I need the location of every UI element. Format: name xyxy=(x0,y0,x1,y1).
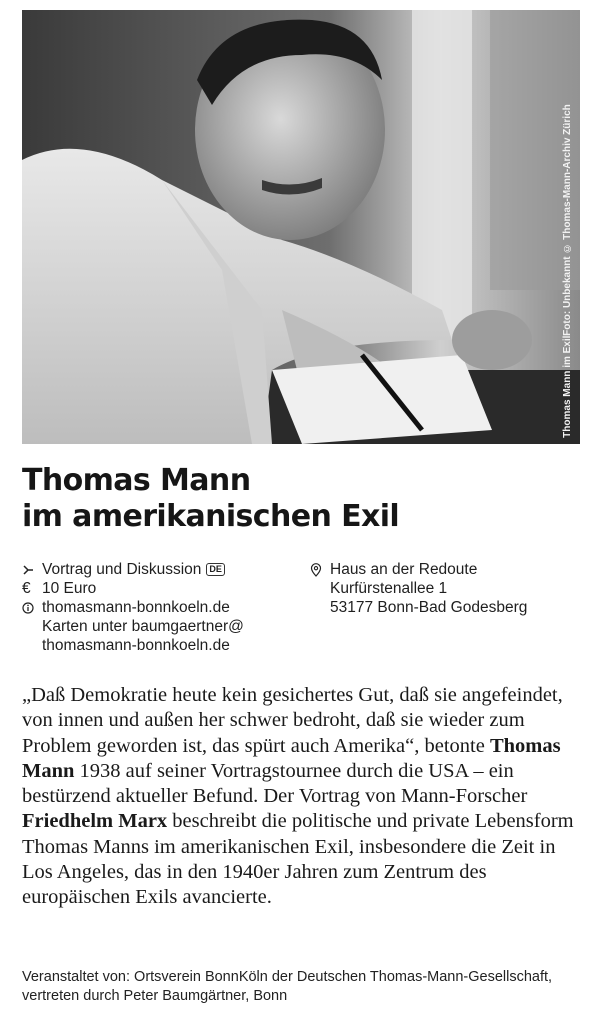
tickets-line1[interactable]: Karten unter baumgaertner@ xyxy=(42,618,244,635)
speaker-thomas-mann: Thomas Mann xyxy=(22,734,561,782)
format-label: Vortrag und Diskussion xyxy=(42,561,202,578)
venue-details xyxy=(310,560,590,617)
event-title-line2: im amerikanischen Exil xyxy=(22,499,400,534)
euro-icon: € xyxy=(22,580,31,597)
arrow-icon xyxy=(22,560,42,579)
website-link[interactable]: thomasmann-bonnkoeln.de xyxy=(42,599,230,616)
event-title xyxy=(22,463,582,535)
format-row xyxy=(22,560,312,579)
language-badge: DE xyxy=(206,563,225,576)
event-description xyxy=(22,683,582,911)
venue-street: Kurfürstenallee 1 xyxy=(330,580,448,597)
info-icon xyxy=(22,598,42,617)
description-part3: beschreibt die politische und private Lebensform Thomas Manns im amerikanischen Exil, insbesondere die Zeit in Los Angeles, das in den 1940er Jahren zum Zentrum des europäischen Exils avancierte. xyxy=(22,810,574,909)
event-details xyxy=(22,560,312,655)
website-row xyxy=(22,598,312,617)
price-row xyxy=(22,579,312,598)
price-label: 10 Euro xyxy=(42,580,97,597)
location-pin-icon xyxy=(310,560,330,579)
event-title-line1: Thomas Mann xyxy=(22,463,251,498)
description-part1: „Daß Demokratie heute kein gesichertes Gut, daß sie angefeindet, von innen und außen her schwer bedroht, daß sie wieder zum Problem geworden ist, das spürt auch Amerika“, betonte xyxy=(22,684,563,757)
photo-credit-source: Foto: Unbekannt © Thomas-Mann-Archiv Zürich xyxy=(562,104,573,336)
organizer-note: Veranstaltet von: Ortsverein BonnKöln der Deutschen Thomas-Mann-Gesellschaft, vertreten durch Peter Baumgärtner, Bonn xyxy=(22,969,553,1004)
speaker-friedhelm-marx: Friedhelm Marx xyxy=(22,810,168,833)
photo-credit xyxy=(561,104,574,438)
venue-row xyxy=(310,560,590,579)
tickets-line2[interactable]: thomasmann-bonnkoeln.de xyxy=(42,637,230,654)
portrait-illustration xyxy=(22,10,580,444)
description-part2: 1938 auf seiner Vortragstournee durch die USA – ein bestürzend aktueller Befund. Der Vortrag von Mann-Forscher xyxy=(22,759,528,808)
portrait-photo xyxy=(22,10,580,444)
venue-city: 53177 Bonn-Bad Godesberg xyxy=(330,599,528,616)
photo-credit-caption: Thomas Mann im Exil xyxy=(562,335,573,438)
venue-name: Haus an der Redoute xyxy=(330,561,478,578)
